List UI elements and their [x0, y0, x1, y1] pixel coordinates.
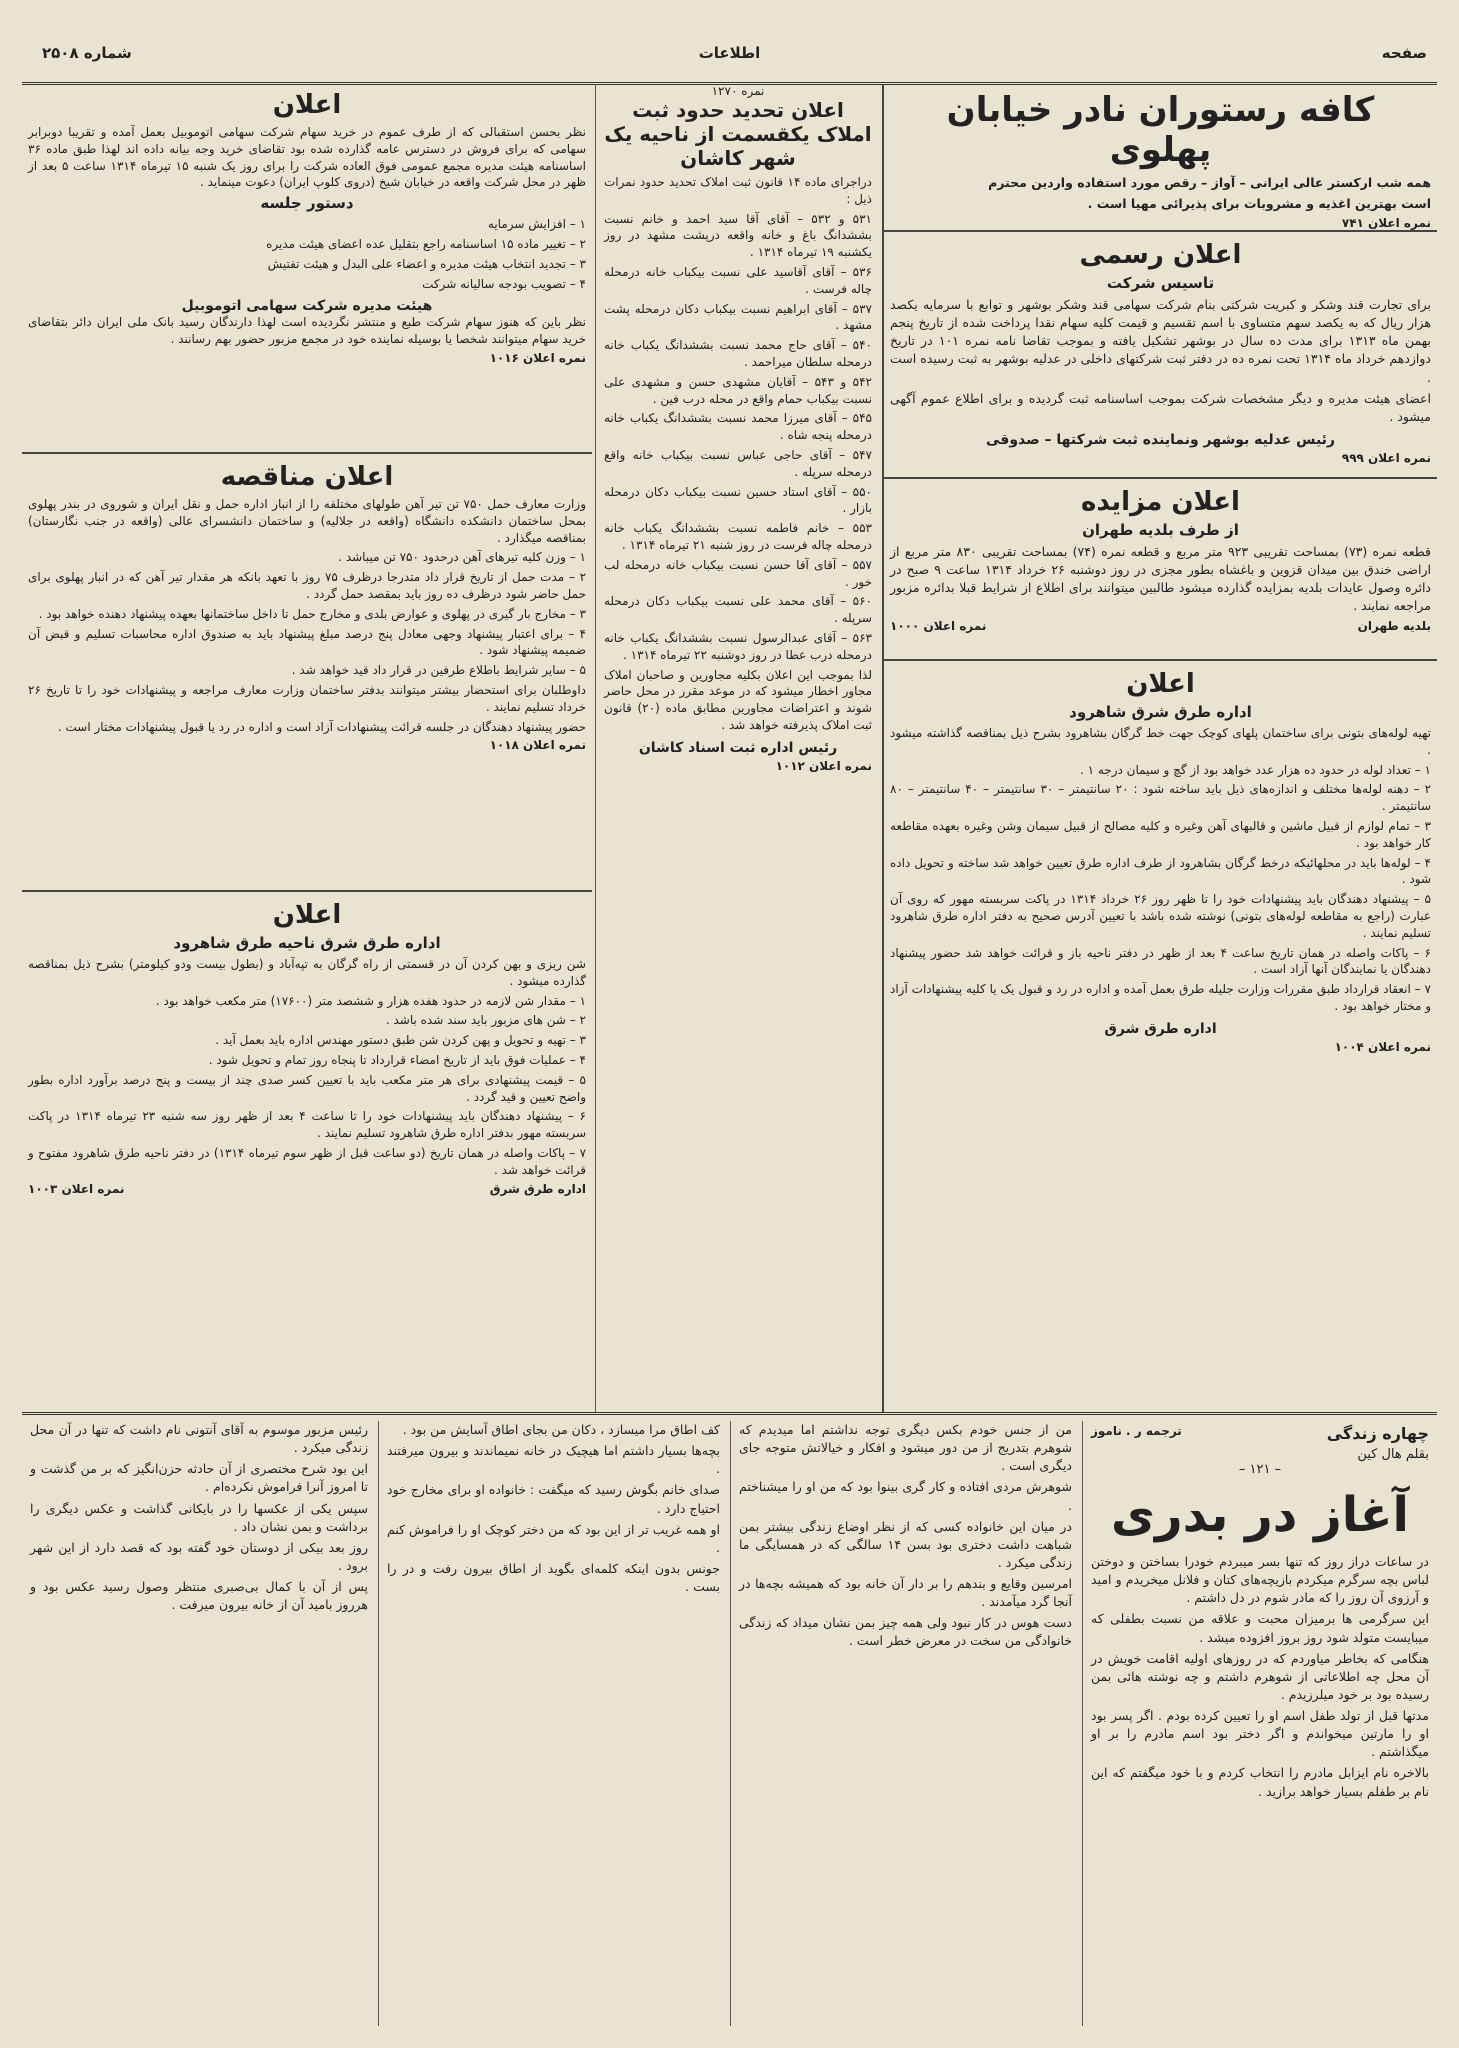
road-right-p4: ۴ – لوله‌ها باید در محلهائیکه درخط گرگان بشاهرود از طرف اداره طرق تعیین خواهد شد ساخته و تحویل داده شود . — [890, 855, 1431, 887]
tender-p1: ۱ – وزن کلیه تیرهای آهن درحدود ۷۵۰ تن میباشد . — [338, 550, 586, 565]
left-column — [22, 84, 592, 1412]
serial-c4-p4: پس از آن با کمال بی‌صبری منتظر وصول رسید عکس بود و هرروز بامید آن از خانه بیرون میرفت . — [30, 1579, 368, 1613]
serial-header — [1091, 1424, 1429, 1447]
land-p4: ۵۴۰ – آقای حاج محمد نسبت بششدانگ یکباب خانه درمحله سلطان میراحمد . — [604, 338, 872, 369]
cafe-ad-note: نمره اعلان ۷۴۱ — [1341, 216, 1431, 231]
tender-p5: ۵ – سایر شرایط باطلاع طرفین در قرار داد قید خواهد شد . — [291, 663, 586, 678]
road-right-title: اعلان — [1126, 669, 1195, 699]
serial-title: آغاز در بدری — [1111, 1487, 1409, 1543]
land-p8: ۵۵۰ – آقای استاد حسین نسبت بیکباب دکان درمحله بازار . — [604, 484, 872, 516]
tender-title: اعلان مناقصه — [220, 462, 394, 492]
land-p0: دراجرای ماده ۱۴ قانون ثبت املاک تحدید حدود نمرات ذیل : — [604, 175, 872, 206]
tender-p2: ۲ – مدت حمل از تاریخ قرار داد متدرجا درظرف ۷۵ روز با تعهد بانکه هر مقدار تیر آهن که در انبار پهلوی برای حمل حاضر شود درظرف ده روز باید بمقصد حمل گردد . — [28, 570, 587, 601]
meeting-footer: نظر باین که هنوز سهام شرکت طبع و منتشر نگردیده است لهذا دارندگان رسید بانک ملی ایران دائر بتقاضای خرید سهام میتوانند شخصا یا بوسیله نماینده خود در مجمع مزبور حضور بهم رسانند . — [28, 315, 586, 347]
serial-author: بقلم هال کین — [1357, 1447, 1429, 1462]
official-signature: رئیس عدلیه بوشهر ونماینده ثبت شرکتها – صدوقی — [985, 431, 1335, 448]
serial-col-3 — [378, 1421, 728, 2026]
road-middle-note: نمره اعلان ۱۰۰۳ — [28, 1181, 125, 1196]
road-right-subtitle: اداره طرق شرق شاهرود — [1069, 703, 1252, 721]
right-column — [882, 84, 1437, 1412]
serial-c2-p1: شوهرش مردی افتاده و کار گری بینوا بود که من او را میشناختم . — [739, 1479, 1072, 1513]
serial-section: چهاره زندگی — [1326, 1424, 1429, 1443]
road-ad-right — [884, 663, 1437, 1412]
serial-p3: مدتها قبل از تولد طفل اسم او را تعیین کرده بودم . اگر پسر بود او را مارتین میخواندم و اگر دختر بود اسم مادرم را بر او میگذاشتم . — [1091, 1708, 1429, 1760]
official-ad — [884, 234, 1437, 479]
newspaper-page — [22, 22, 1437, 2026]
road-middle-footer — [28, 1182, 586, 1196]
land-p6: ۵۴۵ – آقای میرزا محمد نسبت بششدانگ یکباب خانه درمحله پنجه شاه . — [604, 411, 872, 443]
serial-c4-p3: روز بعد بیکی از دوستان خود گفته بود که قصد دارد از این شهر برود . — [30, 1539, 368, 1573]
serial-c4-p0: رئیس مزبور موسوم به آقای آنتونی نام داشت که تنها در آن محل زندگی میکرد . — [30, 1422, 368, 1456]
agenda-4: ۴ – تصویب بودجه سالیانه شرکت — [422, 276, 586, 291]
auction-title: اعلان مزایده — [1081, 487, 1240, 517]
serial-p0: در ساعات دراز روز که تنها بسر میبردم خودرا بساختن و دوختن لباس بچه سرگرم میکردم بازیچه‌های کتان و فلانل میخریدم و امید و آرزوی آن روز را که مادر شوم در دل داشتم . — [1091, 1554, 1429, 1606]
auction-subtitle: از طرف بلدیه طهران — [1082, 521, 1239, 539]
road-middle-subtitle: اداره طرق شرق ناحیه طرق شاهرود — [173, 934, 441, 952]
serial-c3-p4: جونس بدون اینکه کلمه‌ای بگوید از اطاق بیرون رفت و در را بست . — [387, 1560, 720, 1594]
serial-c3-p2: صدای خانم بگوش رسید که میگفت : خانواده او برای مخارج خود احتیاج دارد . — [387, 1482, 720, 1516]
tender-p0: وزارت معارف حمل ۷۵۰ تن تیر آهن طولهای مختلفه را از انبار اداره حمل و نقل ایران و شوروی در بندر پهلوی بمحل ساختمان دانشکده دانشگاه (واقعه در جلالیه) و ساختمان دانشسرای عالی (واقعه در جنب نگارستان) بمناقصه میگذارد . — [28, 497, 586, 545]
meeting-body: نظر بحسن استقبالی که از طرف عموم در خرید سهام شرکت سهامی اتوموبیل بعمل آمده و تقریبا دوبرابر سهامی که برای فروش در دسترس عامه گذارده شده بود تقاضای خرید وجه بیانه داده اند لهذا طبق ماده ۳۶ اساسنامه هیئت مدیره مجمع عمومی فوق العاده شرکت را برای روز یک شنبه ۱۵ تیرماه ۱۳۱۴ ساعت ۵ بعد از ظهر در محل شرکت واقعه در خیابان شیخ (دروی کلوپ ایران) دعوت مینماید . — [28, 125, 586, 190]
tender-p3: ۳ – مخارج بار گیری در پهلوی و عوارض بلدی و مخارج حمل تا داخل ساختمانها بعهده پیشنهاد دهنده خواهد بود . — [38, 606, 586, 621]
road-right-p3: ۳ – تمام لوازم از قبیل ماشین و قالبهای آهن وغیره و کلیه مصالح از قبیل سیمان وشن وغیره بعهده مقاطعه کار خواهد بود . — [890, 818, 1431, 850]
official-subtitle: تاسیس شرکت — [1106, 274, 1215, 292]
serial-p2: هنگامی که بخاطر میاوردم که در روزهای اولیه اقامت خویش در آن محل چه اطلاعاتی از شوهرم داشتم و چه نوشته هائی بمن رسیده بود بر خود میلرزیدم . — [1091, 1650, 1429, 1702]
serial-c3-p1: بچه‌ها بسیار داشتم اما هیچیک در خانه نمیماندند و بیرون میرفتند . — [387, 1443, 720, 1477]
road-right-signature: اداره طرق شرق — [1104, 1020, 1217, 1037]
road-right-p2: ۲ – دهنه لوله‌ها مختلف و اندازه‌های ذیل باید ساخته شود : ۲۰ سانتیمتر – ۳۰ سانتیمتر – ۴۰ سانتیمتر – ۸۰ سانتیمتر . — [890, 782, 1432, 814]
agenda-1: ۱ – افزایش سرمایه — [487, 217, 586, 232]
road-middle-signature: اداره طرق شرق — [489, 1181, 586, 1196]
road-middle-p4: ۴ – عملیات فوق باید از تاریخ امضاء قرارداد تا پنجاه روز تمام و تحویل شود . — [208, 1052, 586, 1067]
serial-c2-p0: من از جنس خودم بکس دیگری توجه نداشتم اما میدیدم که شوهرم بتدریج از من دور میشود و افکار و خیالاتش متوجه جای دیگری است . — [739, 1422, 1072, 1474]
land-p3: ۵۳۷ – آقای ابراهیم نسبت بیکباب دکان درمحله پشت مشهد . — [604, 301, 872, 333]
auction-body: قطعه نمره (۷۳) بمساحت تقریبی ۹۲۳ متر مربع و قطعه نمره (۷۴) بمساحت تقریبی ۸۳۰ متر مربع از اراضی خندق بین میدان قزوین و باغشاه بطور مجزی در روز دوشنبه ۲۶ خرداد ۱۳۱۴ ساعت ۹ صبح در دائره وصول عایدات بلدیه بمزایده گذارده میشود طالبین میتوانند برای اطلاع از شرایط قبلا بدائره مزبور مراجعه نمایند . — [890, 544, 1431, 614]
land-p1: ۵۳۱ و ۵۳۲ – آقای آقا سید احمد و خانم نسبت بششدانگ باغ و خانه واقعه درپشت مشهد در روز یکشنبه ۱۹ تیرماه ۱۳۱۴ . — [604, 211, 872, 260]
meeting-note: نمره اعلان ۱۰۱۶ — [489, 350, 586, 365]
road-right-p0: تهیه لوله‌های بتونی برای ساختمان پلهای کوچک جهت خط گرگان بشاهرود بشرح ذیل بمناقصه گذاشته میشود . — [890, 726, 1431, 757]
serial-c4-p1: این بود شرح مختصری از آن حادثه حزن‌انگیز که بر من گذشت و تا امروز آنرا فراموش نکرده‌ام . — [30, 1461, 368, 1495]
serial-col-1 — [1082, 1421, 1437, 2026]
serial-p1: این سرگرمی ها برمیزان محبت و علاقه من نسبت بطفلی که میبایست متولد شود روز بروز افزوده میشد . — [1091, 1611, 1429, 1645]
serial-c2-p2: در میان این خانواده کسی که از نظر اوضاع زندگی بیشتر بمن شباهت داشت دختری بود بسن ۱۴ سالگی که در همسایگی ما زندگی میکرد . — [739, 1518, 1072, 1570]
land-p11: ۵۶۰ – آقای محمد علی نسبت بیکباب دکان درمحله سرپله . — [604, 594, 872, 626]
land-p10: ۵۵۷ – آقای آقا حسن نسبت بیکباب خانه درمحله لب خور . — [604, 557, 872, 589]
land-title: اعلان تحدید حدود ثبت املاک یکقسمت از ناحیه یک شهر کاشان — [604, 98, 872, 170]
road-middle-p7: ۷ – پاکات واصله در همان تاریخ (دو ساعت قبل از ظهر سوم تیرماه ۱۳۱۴) در دفتر ناحیه طرق شاهرود مفتوح و قرائت خواهد شد . — [28, 1145, 587, 1177]
road-middle-title: اعلان — [272, 900, 342, 930]
paper-name: اطلاعات — [698, 44, 761, 62]
serial-c2-p4: دست هوس در کار نبود ولی همه چیز بمن نشان میداد که زندگی خانوادگی من سخت در معرض خطر است . — [739, 1615, 1072, 1649]
middle-column — [595, 84, 880, 1412]
meeting-board: هیئت مدیره شرکت سهامی اتوموبیل — [181, 298, 433, 315]
official-note: نمره اعلان ۹۹۹ — [1341, 450, 1431, 465]
tender-ad — [22, 456, 592, 892]
road-middle-p6: ۶ – پیشنهاد دهندگان باید پیشنهادات خود را تا ساعت ۴ بعد از ظهر روز سه شنبه ۲۳ تیرماه ۱۳۱۴ در پاکت سربسته مهور بدفتر اداره طرق شاهرود تسلیم نمایند . — [28, 1109, 586, 1141]
cafe-ad — [884, 84, 1437, 232]
road-right-p7: ۷ – انعقاد قرارداد طبق مقررات وزارت جلیله طرق بعمل آمده و اداره در رد و قبول یک یا کلیه پیشنهادات آزاد و مختار خواهد بود . — [890, 982, 1431, 1013]
road-right-p1: ۱ – تعداد لوله در حدود ده هزار عدد خواهد بود از گچ و سیمان درجه ۱ . — [1079, 762, 1431, 777]
auction-ad — [884, 481, 1437, 661]
cafe-ad-line2: است بهترین اغذیه و مشروبات برای پذیرائی مهیا است . — [1087, 196, 1431, 212]
land-p12: ۵۶۳ – آقای عبدالرسول نسبت بششدانگ یکباب خانه درمحله درب عطا در روز دوشنبه ۲۲ تیرماه ۱۳۱۴ . — [604, 630, 872, 662]
masthead — [22, 32, 1437, 85]
tender-p7: حضور پیشنهاد دهندگان در جلسه قرائت پیشنهادات آزاد است و اداره در رد یا قبول پیشنهادات مختار است . — [57, 719, 586, 734]
land-ref: نمره ۱۲۷۰ — [711, 84, 765, 98]
page-label: صفحه — [1381, 44, 1427, 62]
serial-col-4 — [22, 1421, 376, 2026]
serial-c2-p3: امرسین وقایع و بندهم را بر دار آن خانه بود که همیشه بچه‌ها در آنجا گرد میآمدند . — [739, 1576, 1072, 1610]
road-right-note: نمره اعلان ۱۰۰۴ — [1334, 1039, 1431, 1054]
agenda-title: دستور جلسه — [260, 194, 354, 213]
serial-c4-p2: سپس یکی از عکسها را در بایکانی گذاشت و عکس دیگری را برداشت و بمن نشان داد . — [30, 1500, 368, 1534]
land-p2: ۵۳۶ – آقای آقاسید علی نسبت بیکباب خانه درمحله چاله فرست . — [604, 264, 872, 296]
official-body-2: اعضای هیئت مدیره و دیگر مشخصات شرکت بموجب اساسنامه ثبت گردیده و برای اطلاع عموم آگهی میشود . — [890, 390, 1431, 424]
auction-footer — [890, 619, 1431, 633]
auction-signature: بلدیه طهران — [1357, 618, 1431, 633]
cafe-ad-title: کافه رستوران نادر خیابان پهلوی — [946, 90, 1375, 170]
serial-col-2 — [730, 1421, 1080, 2026]
serial-c3-p0: کف اطاق مرا میسازد ، دکان من بجای اطاق آسایش من بود . — [402, 1422, 720, 1437]
tender-p4: ۴ – برای اعتبار پیشنهاد وجهی معادل پنج درصد مبلغ پیشنهاد باید به صندوق اداره محاسبات تسلیم و قبض آن ضمیمه پیشنهاد شود . — [28, 626, 586, 658]
official-title: اعلان رسمی — [1079, 240, 1242, 270]
land-p7: ۵۴۷ – آقای حاجی عباس نسبت بیکباب خانه واقع درمحله سرپله . — [604, 447, 872, 479]
road-middle-p0: شن ریزی و بهن کردن آن در قسمتی از راه گرگان به تپه‌آباد و (بطول بیست ودو کیلومتر) بشرح ذیل بمناقصه گذارده میشود . — [28, 957, 586, 988]
serial-episode: – ۱۲۱ – — [1238, 1462, 1282, 1477]
land-p13: لذا بموجب این اعلان بکلیه مجاورین و صاحبان املاک مجاور اخطار میشود که در موعد مقرر در محل حاضر شوند و اعتراضات مجاورین مطابق ماده (۲۰) قانون ثبت املاک پذیرفته خواهد شد . — [604, 667, 872, 732]
serial-strip — [22, 1412, 1437, 2026]
meeting-title: اعلان — [272, 90, 342, 120]
land-signature: رئیس اداره ثبت اسناد کاشان — [638, 739, 838, 756]
official-body-1: برای تجارت قند وشکر و کبریت شرکتی بنام شرکت سهامی قند وشکر بوشهر و توابع با سرمایه یکصد هزار ریال که به یکصد سهم متساوی با اسم تقسیم و قیمت کلیه سهام نقدا پرداخت شده از تاریخ پنجم بهمن ماه ۱۳۱۳ برای مدت ده سال در بوشهر تشکیل یافته و بموجب تقاضا نامه نمره ۱۰۱ در تاریخ دوازدهم خرداد ماه ۱۳۱۴ تحت نمره ده در دفتر ثبت شرکتهای داخلی در عدلیه بوشهر به ثبت رسیده است . — [890, 297, 1432, 385]
serial-p4: بالاخره نام ایزابل مادرم را انتخاب کردم و با خود میگفتم که این نام بر طفلم بسیار خواهد برازید . — [1091, 1765, 1429, 1799]
issue-number: شماره ۲۵۰۸ — [42, 44, 132, 62]
serial-c3-p3: او همه غریب تر از این بود که من دختر کوچک او را فراموش کنم . — [387, 1521, 720, 1555]
auction-note: نمره اعلان ۱۰۰۰ — [890, 618, 987, 633]
serial-translator: ترجمه ر . ناموز — [1091, 1424, 1182, 1438]
road-ad-middle — [22, 894, 592, 1412]
road-middle-p3: ۳ – تهیه و تحویل و پهن کردن شن طبق دستور مهندس اداره باید بعمل آید . — [215, 1033, 586, 1048]
tender-note: نمره اعلان ۱۰۱۸ — [489, 738, 586, 753]
tender-p6: داوطلبان برای استحضار بیشتر میتوانند بدفتر ساختمان وزارت معارف مراجعه و پیشنهادات خود را تا تاریخ ۲۶ خرداد تسلیم نمایند . — [28, 682, 586, 714]
road-right-p5: ۵ – پیشنهاد دهندگان باید پیشنهادات خود را تا ظهر روز ۲۶ خرداد ۱۳۱۴ در پاکت سربسته مهور که روی آن عبارت (راجع به مقاطعه لوله‌های بتونی) نوشته شده باشد با تعیین آدرس صحیح به دفتر اداره طرق شاهرود تسلیم نمایند . — [890, 892, 1431, 940]
road-middle-p1: ۱ – مقدار شن لازمه در حدود هفده هزار و ششصد متر (۱۷۶۰۰) متر مکعب خواهد بود . — [155, 993, 586, 1008]
land-note: نمره اعلان ۱۰۱۲ — [775, 758, 872, 773]
road-middle-p5: ۵ – قیمت پیشنهادی برای هر متر مکعب باید با تعیین کسر صدی چند از بیست و پنج درصد برآورد اداره بطور واضح تعیین و قید گردد . — [28, 1072, 586, 1104]
road-right-p6: ۶ – پاکات واصله در همان تاریخ ساعت ۴ بعد از ظهر در دفتر ناحیه باز و قرائت خواهد شد حضور پیشنهاد دهندگان یا نمایندگان آنها آزاد است . — [890, 945, 1431, 977]
meeting-ad — [22, 84, 592, 454]
agenda-3: ۳ – تجدید انتخاب هیئت مدیره و اعضاء علی البدل و هیئت تفتیش — [267, 256, 586, 271]
land-p5: ۵۴۲ و ۵۴۳ – آقایان مشهدی حسن و مشهدی علی نسبت بیکباب حمام واقع در محله درب فین . — [604, 374, 872, 406]
road-middle-p2: ۲ – شن های مزبور باید سند شده باشد . — [385, 1013, 586, 1028]
cafe-ad-line1: همه شب ارکستر عالی ایرانی – آواز – رقص مورد استفاده واردین محترم — [988, 175, 1431, 190]
land-p9: ۵۵۳ – خانم فاطمه نسبت بششدانگ یکباب خانه درمحله چاله فرست در روز شنبه ۲۱ تیرماه ۱۳۱۴ . — [604, 521, 872, 552]
agenda-2: ۲ – تغییر ماده ۱۵ اساسنامه راجع بتقلیل عده اعضای هیئت مدیره — [266, 236, 586, 251]
